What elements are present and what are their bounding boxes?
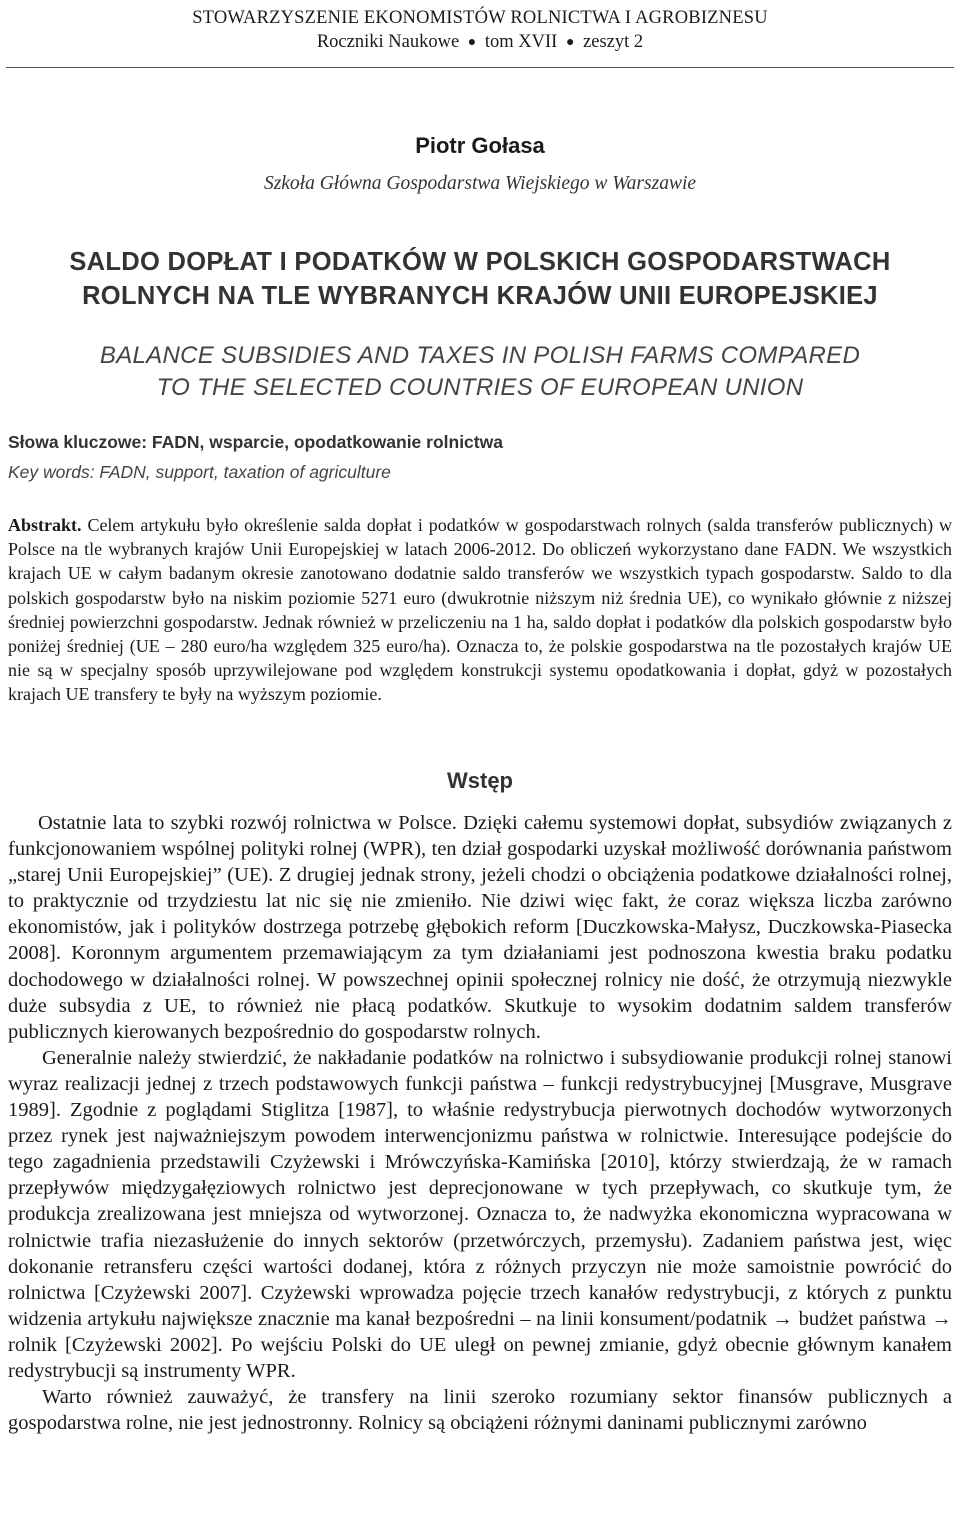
- journal-header: [0, 0, 960, 55]
- society-name: STOWARZYSZENIE EKONOMISTÓW ROLNICTWA I AGROBIZNESU: [192, 8, 768, 28]
- journal-issue: zeszyt 2: [583, 32, 644, 52]
- paragraph: Generalnie należy stwierdzić, że nakładanie podatków na rolnictwo i subsydiowanie produkcji rolnej stanowi wyraz realizacji jednej z trzech podstawowych funkcji państwa – funkcji redystrybucyjnej [Musgrave, Musgrave 1989]. Zgodnie z poglądami Stiglitza [1987], to właśnie redystrybucja pierwotnych dochodów wytworzonych przez rynek jest najważniejszym powodem interwencjonizmu państwa w rolnictwie. Interesujące podejście do tego zagadnienia przedstawili Czyżewski i Mrówczyńska-Kamińska [2010], którzy stwierdzają, że w ramach przepływów międzygałęziowych rolnictwo jest deprecjonowane w tych przepływach, co skutkuje tym, że produkcja zrealizowana jest mniejsza od wytworzonej. Oznacza to, że nadwyżka ekonomiczna wypracowana w rolnictwie trafia niezasłużenie do innych sektorów (przetwórczych, przemysłu). Zadaniem państwa jest, więc dokonanie retransferu części wartości dodanej, która z różnych przyczyn nie może samoistnie powrócić do rolnictwa [Czyżewski 2007]. Czyżewski wprowadza pojęcie trzech kanałów redystrybucji, z których z punktu widzenia artykułu największe znacznie ma kanał bezpośredni – na linii konsument/podatnik → budżet państwa → rolnik [Czyżewski 2002]. Po wejściu Polski do UE uległ on pewnej zmianie, gdyż obecnie głównym kanałem redystrybucji są instrumenty WPR.: [8, 1046, 952, 1382]
- abstract-text: Celem artykułu było określenie salda dopłat i podatków w gospodarstwach rolnych (salda transferów publicznych) w Polsce na tle wybranych krajów Unii Europejskiej w latach 2006-2012. Do obliczeń wykorzystano dane FADN. We wszystkich krajach UE w całym badanym okresie zanotowano dodatnie saldo transferów we wszystkich typach gospodarstw. Saldo to dla polskich gospodarstw było na niskim poziomie 5271 euro (dwukrotnie niższym niż średnia UE), co wynikało głównie z niższej średniej powierzchni gospodarstw. Jednak również w przeliczeniu na 1 ha, saldo dopłat i podatków dla polskich gospodarstw było poniżej średniej (UE – 280 euro/ha względem 325 euro/ha). Oznacza to, że polskie gospodarstwa na tle pozostałych krajów UE nie są w specjalny sposób uprzywilejowane pod względem konstrukcji systemu opodatkowania i dopłat, gdyż w pozostałych krajach UE transfery te były na wyższym poziomie.: [8, 515, 952, 705]
- journal-volume: tom XVII: [484, 32, 558, 52]
- author-affiliation: Szkoła Główna Gospodarstwa Wiejskiego w Warszawie: [263, 173, 697, 194]
- abstract-label: Abstrakt.: [8, 515, 82, 535]
- abstract: [8, 513, 952, 707]
- paragraph: Ostatnie lata to szybki rozwój rolnictwa w Polsce. Dzięki całemu systemowi dopłat, subsydiów związanych z funkcjonowaniem wspólnej polityki rolnej (WPR), ten dział gospodarki uzyskał możliwość dorównania państwom „starej Unii Europejskiej” (UE). Z drugiej jednak strony, jeżeli chodzi o obciążenia podatkowe działalności rolnej, to praktycznie od trzydziestu lat nic się nie zmieniło. Nie dziwi więc fakt, że coraz większa liczba zarówno ekonomistów, jak i polityków dostrzega potrzebę głębokich reform [Duczkowska-Małysz, Duczkowska-Piasecka 2008]. Koronnym argumentem przemawiającym za tym działaniami jest podnoszona kwestia braku podatku dochodowego w działalności rolnej. W powszechnej opinii społecznej rolnicy nie dość, że otrzymują niezwykle duże subsydia z UE, to również nie płacą podatków. Skutkuje to wysokim dodatnim saldem transferów publicznych kierowanych bezpośrednio do gospodarstw rolnych.: [8, 812, 952, 1043]
- section-heading: Wstęp: [447, 768, 513, 793]
- keywords-english: Key words: FADN, support, taxation of agriculture: [8, 462, 391, 482]
- title-line: TO THE SELECTED COUNTRIES OF EUROPEAN UNION: [156, 374, 804, 401]
- header-divider: [6, 67, 954, 68]
- paper-title-english: [0, 340, 960, 404]
- title-line: ROLNYCH NA TLE WYBRANYCH KRAJÓW UNII EUROPEJSKIEJ: [82, 282, 878, 310]
- bullet-separator: ●: [467, 35, 477, 50]
- body-text: [8, 810, 952, 1436]
- paper-title-polish: [0, 245, 960, 313]
- bullet-separator: ●: [565, 35, 575, 50]
- title-line: BALANCE SUBSIDIES AND TAXES IN POLISH FARMS COMPARED: [99, 342, 861, 369]
- title-line: SALDO DOPŁAT I PODATKÓW W POLSKICH GOSPODARSTWACH: [69, 248, 891, 276]
- keywords-polish: Słowa kluczowe: FADN, wsparcie, opodatkowanie rolnictwa: [8, 432, 503, 452]
- journal-line: [0, 30, 960, 55]
- author-name: Piotr Gołasa: [415, 133, 545, 158]
- paragraph: Warto również zauważyć, że transfery na linii szeroko rozumiany sektor finansów publicznych a gospodarstwa rolne, nie jest jednostronny. Rolnicy są obciążeni różnymi daninami publicznymi zarówno: [8, 1386, 952, 1435]
- journal-name: Roczniki Naukowe: [316, 32, 460, 52]
